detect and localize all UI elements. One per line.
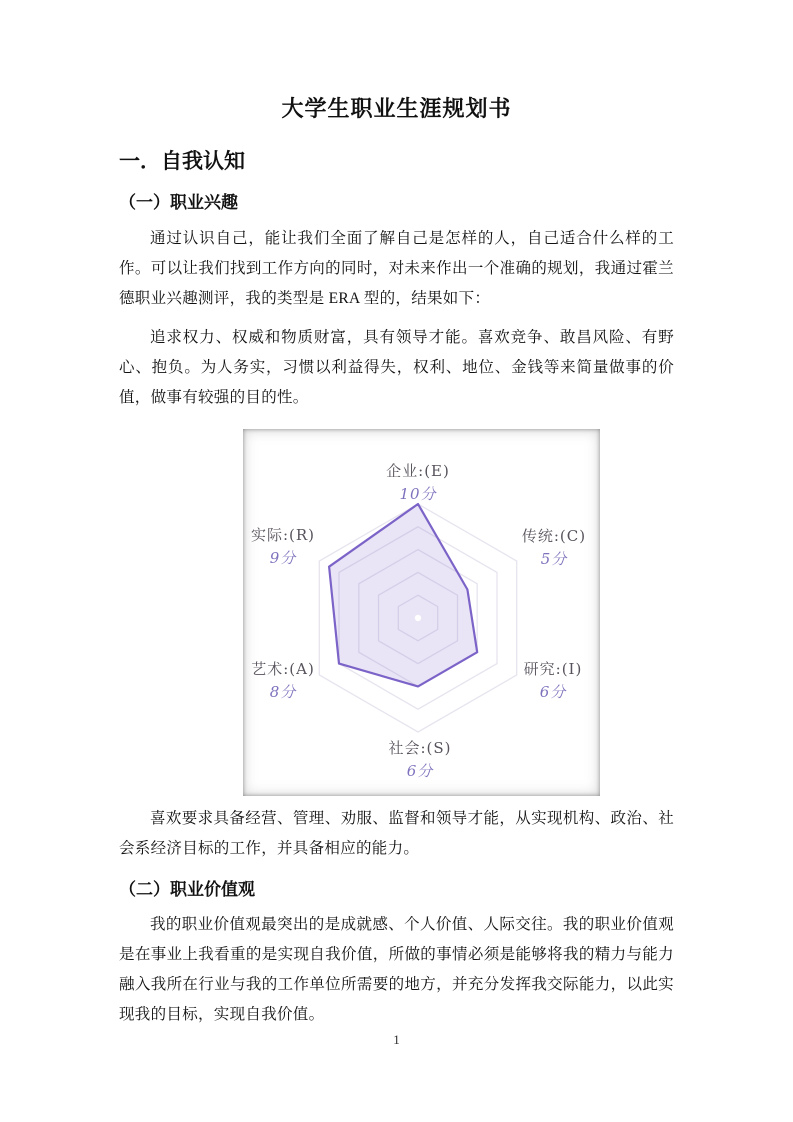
radar-category-label: 传统:(C) — [521, 527, 587, 545]
radar-center-dot — [415, 615, 421, 621]
radar-category-label: 实际:(R) — [250, 526, 316, 544]
radar-score-label: 6分 — [406, 762, 434, 780]
document-title: 大学生职业生涯规划书 — [281, 96, 512, 121]
paragraph-era-description: 追求权力、权威和物质财富，具有领导才能。喜欢竞争、敢昌风险、有野心、抱负。为人务实，习惯以利益得失，权利、地位、金钱等来简量做事的价值，做事有较强的目的性。 — [119, 329, 674, 406]
heading-career-values: （二）职业价值观 — [119, 880, 255, 899]
page-number: 1 — [393, 1032, 400, 1047]
radar-label-enterprise — [386, 460, 450, 506]
radar-label-conventional — [522, 525, 586, 571]
paragraph-values: 我的职业价值观最突出的是成就感、个人价值、人际交往。我的职业价值观是在事业上我看重的是实现自我价值，所做的事情必须是能够将我的精力与能力融入我所在行业与我的工作单位所需要的地方，并充分发挥我交际能力，以此实现我的目标，实现自我价值。 — [119, 916, 674, 1023]
radar-category-label: 研究:(I) — [523, 660, 583, 678]
radar-chart-figure — [243, 429, 600, 796]
radar-score-label: 5分 — [540, 550, 568, 568]
heading-career-interest: （一）职业兴趣 — [119, 193, 238, 212]
radar-category-label: 社会:(S) — [388, 739, 452, 757]
paragraph-intro: 通过认识自己，能让我们全面了解自己是怎样的人，自己适合什么样的工作。可以让我们找到工作方向的同时，对未来作出一个准确的规划，我通过霍兰德职业兴趣测评，我的类型是 ERA 型的，结果如下： — [119, 230, 674, 307]
radar-category-label: 艺术:(A) — [251, 660, 315, 678]
radar-label-social — [388, 737, 451, 783]
paragraph-enterprise-description: 喜欢要求具备经营、管理、劝服、监督和领导才能，从实现机构、政治、社会系经济目标的工作，并具备相应的能力。 — [119, 810, 674, 857]
radar-score-label: 10分 — [399, 485, 437, 503]
heading-self-cognition: 一．自我认知 — [119, 149, 245, 173]
radar-data-polygon — [329, 504, 477, 686]
radar-label-realistic — [251, 524, 315, 570]
radar-category-label: 企业:(E) — [386, 462, 450, 480]
radar-label-artistic — [251, 658, 315, 704]
radar-label-investigative — [524, 658, 583, 704]
radar-score-label: 8分 — [269, 683, 297, 701]
radar-score-label: 9分 — [269, 549, 297, 567]
radar-score-label: 6分 — [539, 683, 567, 701]
